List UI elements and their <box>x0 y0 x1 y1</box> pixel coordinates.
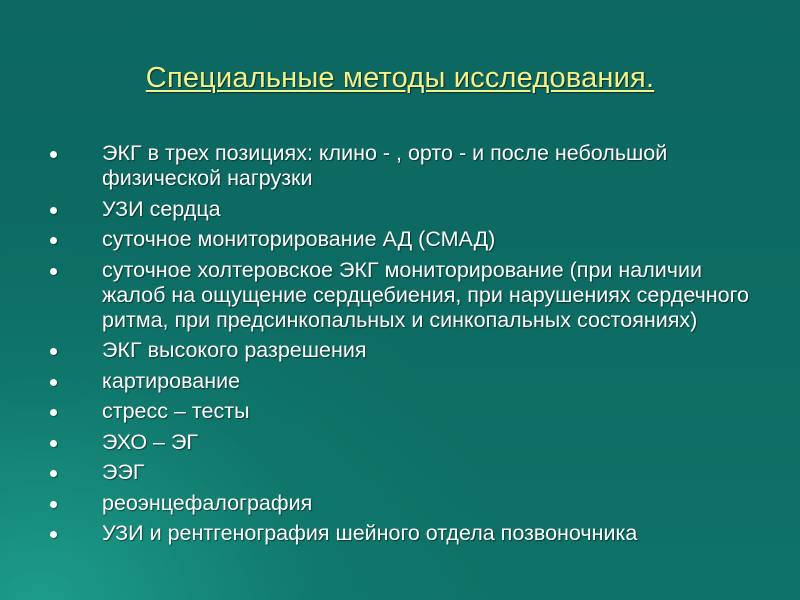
list-item-text: ЭХО – ЭГ <box>102 429 199 454</box>
list-item-text: ЭКГ высокого разрешения <box>102 338 367 362</box>
list-item-text: ЭКГ в трех позициях: клино - , орто - и после небольшой физической нагрузки <box>102 141 668 190</box>
list-item <box>0 460 800 485</box>
bullet-dot-icon <box>50 268 57 275</box>
bullet-dot-icon <box>50 440 57 447</box>
bullet-dot-icon <box>50 501 57 508</box>
list-item-text: суточное холтеровское ЭКГ мониторирование (при наличии жалоб на ощущение сердцебиения, при нарушениях сердечного ритма, при предсинкопальных и синкопальных состояниях) <box>102 257 749 332</box>
list-item <box>0 258 800 333</box>
list-item <box>0 338 800 363</box>
list-item-text: стресс – тесты <box>102 399 250 423</box>
list-item <box>0 491 800 516</box>
bullet-dot-icon <box>50 470 57 477</box>
list-item-text: картирование <box>102 368 241 393</box>
list-item-text: суточное мониторирование АД (СМАД) <box>102 227 496 251</box>
methods-list <box>0 141 800 552</box>
list-item <box>0 227 800 252</box>
bullet-dot-icon <box>50 237 57 244</box>
slide-title: Специальные методы исследования. <box>145 62 655 94</box>
bullet-dot-icon <box>50 531 57 538</box>
list-item-text: УЗИ и рентгенография шейного отдела позвоночника <box>102 521 638 545</box>
list-item <box>0 141 800 191</box>
list-item <box>0 430 800 455</box>
list-item <box>0 369 800 394</box>
bullet-dot-icon <box>50 409 57 416</box>
list-item-text: ЭЭГ <box>102 460 145 484</box>
bullet-dot-icon <box>50 348 57 355</box>
list-item <box>0 399 800 424</box>
bullet-dot-icon <box>50 379 57 386</box>
bullet-dot-icon <box>50 207 57 214</box>
list-item <box>0 521 800 546</box>
list-item-text: реоэнцефалография <box>102 490 313 515</box>
bullet-dot-icon <box>50 151 57 158</box>
list-item <box>0 197 800 222</box>
list-item-text: УЗИ сердца <box>102 196 221 221</box>
